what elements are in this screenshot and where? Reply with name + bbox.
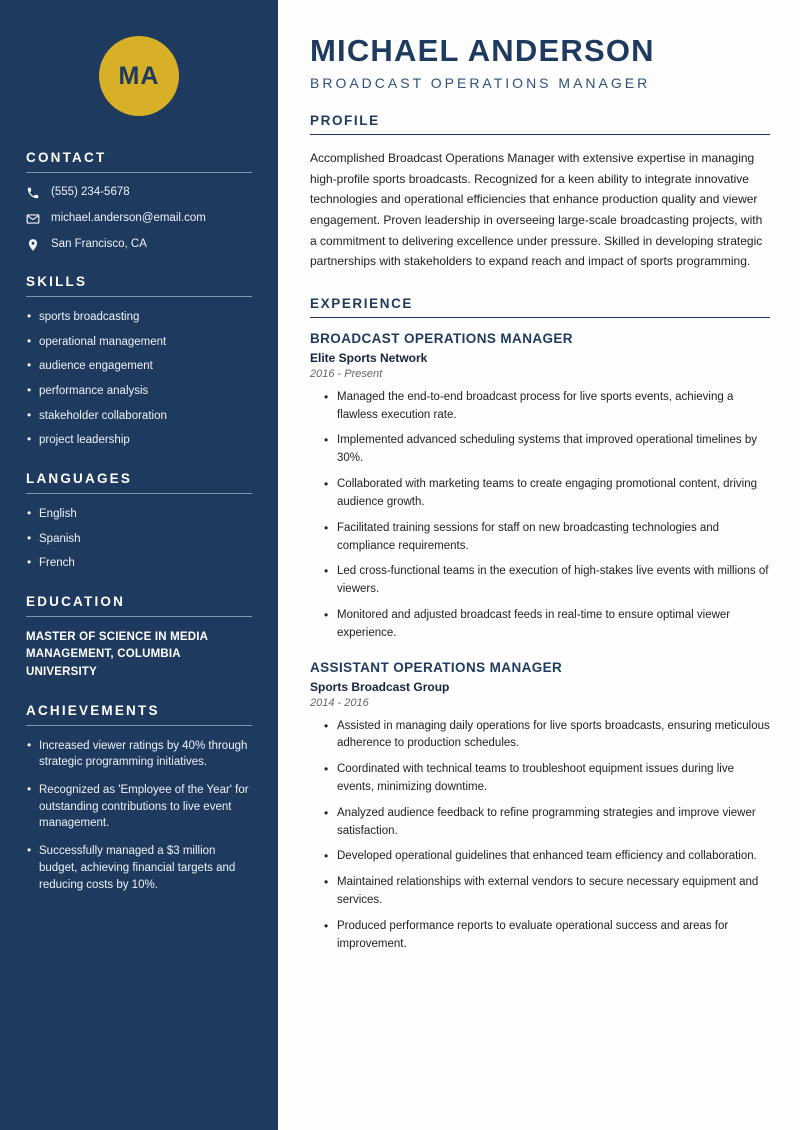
- contact-location-value: San Francisco, CA: [51, 238, 147, 250]
- list-item: • Led cross-functional teams in the execution of high-stakes live events with millions of viewers.: [324, 563, 770, 599]
- list-item: • Implemented advanced scheduling systems that improved operational timelines by 30%.: [324, 432, 770, 468]
- skills-heading: SKILLS: [26, 274, 252, 297]
- experience-section: [310, 296, 770, 954]
- achievements-list: [26, 738, 252, 893]
- job-company: Sports Broadcast Group: [310, 679, 450, 694]
- contact-section: [0, 150, 278, 252]
- page-title: MICHAEL ANDERSON: [310, 33, 655, 68]
- job-dates: 2016 - Present: [310, 367, 383, 380]
- job-role-subtitle: BROADCAST OPERATIONS MANAGER: [310, 75, 651, 92]
- list-item: • sports broadcasting: [26, 309, 252, 326]
- job-title: ASSISTANT OPERATIONS MANAGER: [310, 659, 563, 675]
- languages-section: [0, 471, 278, 572]
- list-item: • Recognized as 'Employee of the Year' for outstanding contributions to live event management.: [26, 782, 252, 832]
- contact-heading: CONTACT: [26, 150, 252, 173]
- envelope-icon: [26, 212, 40, 226]
- skills-list: [26, 309, 252, 449]
- job-company: Elite Sports Network: [310, 350, 428, 365]
- languages-list: [26, 506, 252, 572]
- profile-section: [310, 113, 770, 272]
- list-item: • project leadership: [26, 432, 252, 449]
- list-item: • English: [26, 506, 252, 523]
- list-item: • stakeholder collaboration: [26, 408, 252, 425]
- list-item: • Increased viewer ratings by 40% through strategic programming initiatives.: [26, 738, 252, 771]
- achievements-heading: ACHIEVEMENTS: [26, 703, 252, 726]
- experience-item: [310, 331, 770, 643]
- avatar-wrap: [0, 0, 278, 150]
- list-item: • Produced performance reports to evaluate operational success and areas for improvement.: [324, 918, 770, 954]
- list-item: • Successfully managed a $3 million budget, achieving financial targets and reducing costs by 10%.: [26, 843, 252, 893]
- list-item: • Assisted in managing daily operations for live sports broadcasts, ensuring meticulous adherence to production schedules.: [324, 718, 770, 754]
- education-item: MASTER OF SCIENCE IN MEDIA MANAGEMENT, COLUMBIA UNIVERSITY: [26, 631, 208, 678]
- job-bullet-list: [310, 389, 770, 643]
- education-heading: EDUCATION: [26, 594, 252, 617]
- list-item: • Coordinated with technical teams to troubleshoot equipment issues during live events, minimizing downtime.: [324, 761, 770, 797]
- list-item: • Monitored and adjusted broadcast feeds in real-time to ensure optimal viewer experience.: [324, 607, 770, 643]
- experience-heading: EXPERIENCE: [310, 296, 770, 318]
- education-section: [0, 594, 278, 681]
- achievements-section: [0, 703, 278, 893]
- list-item: • Managed the end-to-end broadcast process for live sports events, achieving a flawless execution rate.: [324, 389, 770, 425]
- profile-heading: PROFILE: [310, 113, 770, 135]
- avatar: MA: [99, 36, 179, 116]
- list-item: • Spanish: [26, 531, 252, 548]
- contact-phone-row: [26, 185, 252, 200]
- sidebar: [0, 0, 278, 1130]
- experience-item: [310, 660, 770, 954]
- contact-email-value: michael.anderson@email.com: [51, 212, 206, 224]
- contact-location-row: [26, 237, 252, 252]
- list-item: • Analyzed audience feedback to refine programming strategies and improve viewer satisfaction.: [324, 805, 770, 841]
- list-item: • Developed operational guidelines that enhanced team efficiency and collaboration.: [324, 848, 770, 866]
- profile-text: Accomplished Broadcast Operations Manager with extensive expertise in managing high-profile sports broadcasts. Recognized for a keen ability to integrate innovative technologies and operational efficiencies that enhance production quality and viewer engagement. Proven leadership in overseeing large-scale broadcasting projects, with a commitment to delivering excellence under pressure. Skilled in developing strategic partnerships with stakeholders to expand reach and impact of sports programming.: [310, 151, 763, 269]
- phone-icon: [26, 186, 40, 200]
- job-bullet-list: [310, 718, 770, 954]
- contact-phone-value: (555) 234-5678: [51, 186, 130, 198]
- job-title: BROADCAST OPERATIONS MANAGER: [310, 330, 573, 346]
- list-item: • audience engagement: [26, 358, 252, 375]
- list-item: • performance analysis: [26, 383, 252, 400]
- languages-heading: LANGUAGES: [26, 471, 252, 494]
- location-pin-icon: [26, 238, 40, 252]
- main-content: [278, 0, 800, 1130]
- list-item: • Collaborated with marketing teams to create engaging promotional content, driving audience growth.: [324, 476, 770, 512]
- contact-email-row: [26, 211, 252, 226]
- list-item: • operational management: [26, 334, 252, 351]
- list-item: • Maintained relationships with external vendors to secure necessary equipment and services.: [324, 874, 770, 910]
- list-item: • French: [26, 555, 252, 572]
- skills-section: [0, 274, 278, 449]
- list-item: • Facilitated training sessions for staff on new broadcasting technologies and compliance requirements.: [324, 520, 770, 556]
- job-dates: 2014 - 2016: [310, 696, 369, 709]
